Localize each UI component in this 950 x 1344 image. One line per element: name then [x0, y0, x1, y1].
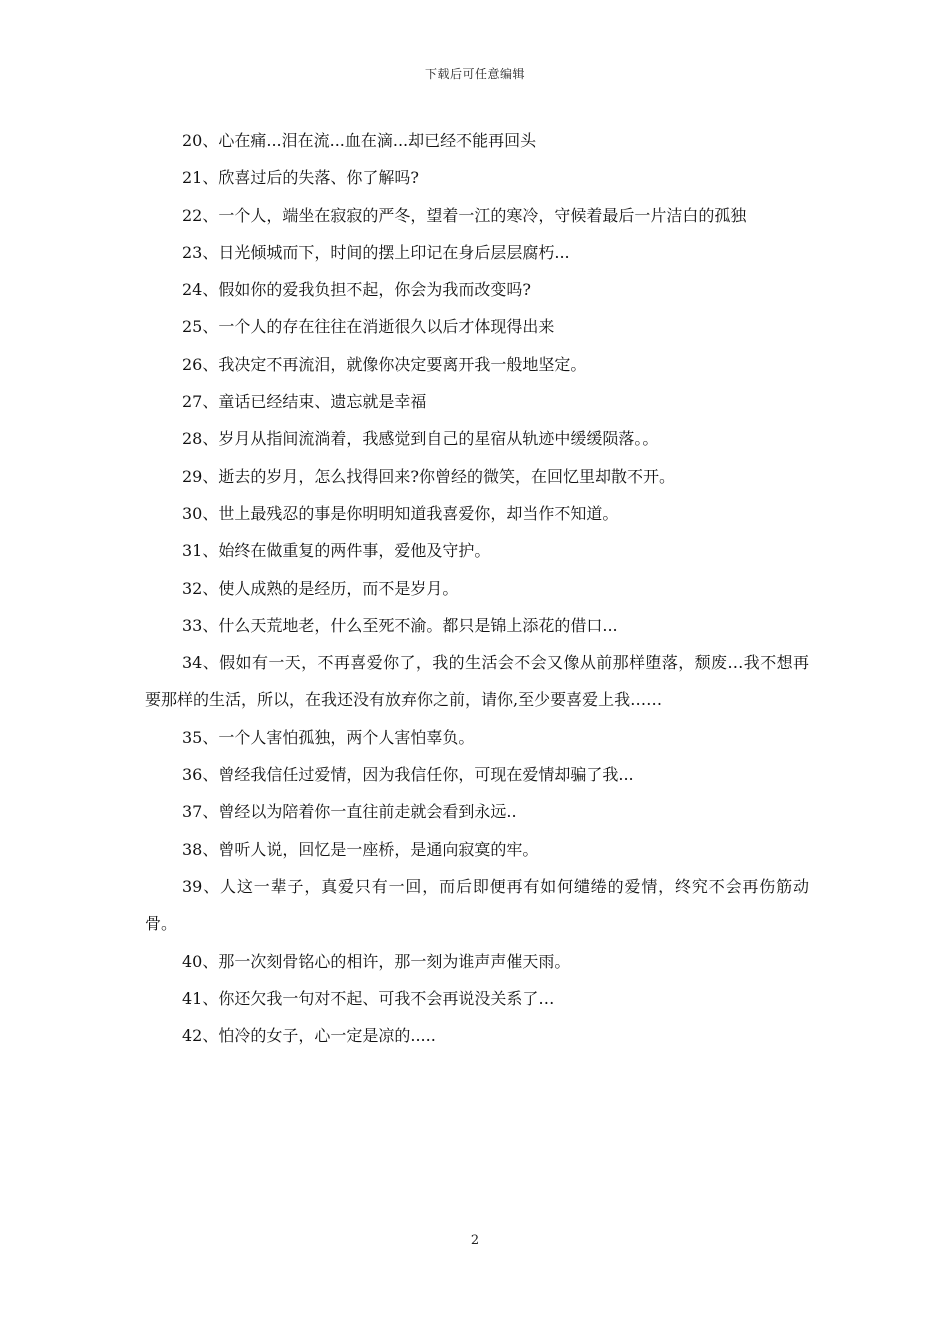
paragraph-30: 30、世上最残忍的事是你明明知道我喜爱你，却当作不知道。	[182, 503, 619, 523]
paragraph-37: 37、曾经以为陪着你一直往前走就会看到永远..	[182, 802, 517, 822]
paragraph-22: 22、一个人，端坐在寂寂的严冬，望着一江的寒冷，守候着最后一片洁白的孤独	[182, 205, 747, 225]
page-number: 2	[470, 1233, 480, 1248]
paragraph-20: 20、心在痛...泪在流...血在滴...却已经不能再回头	[182, 131, 537, 150]
paragraph-25: 25、一个人的存在往往在消逝很久以后才体现得出来	[182, 317, 555, 337]
paragraph-39: 39、人这一辈子，真爱只有一回，而后即便再有如何缱绻的爱情，终究不会再伤筋动骨。	[145, 876, 809, 934]
paragraph-24: 24、假如你的爱我负担不起，你会为我而改变吗?	[182, 280, 531, 300]
paragraph-23: 23、日光倾城而下，时间的摆上印记在身后层层腐朽...	[182, 242, 570, 262]
paragraph-35: 35、一个人害怕孤独，两个人害怕辜负。	[182, 727, 475, 747]
paragraph-40: 40、那一次刻骨铭心的相许，那一刻为谁声声催天雨。	[182, 951, 571, 971]
paragraph-28: 28、岁月从指间流淌着，我感觉到自己的星宿从轨迹中缓缓陨落。。	[182, 429, 659, 449]
paragraph-33: 33、什么天荒地老，什么至死不渝。都只是锦上添花的借口...	[182, 615, 618, 635]
paragraph-36: 36、曾经我信任过爱情，因为我信任你，可现在爱情却骗了我...	[182, 765, 634, 785]
paragraph-42: 42、怕冷的女子，心一定是凉的.....	[182, 1026, 436, 1046]
paragraph-34: 34、假如有一天，不再喜爱你了，我的生活会不会又像从前那样堕落，颓废…我不想再要那样的生活，所以，在我还没有放弃你之前，请你,至少要喜爱上我……	[145, 653, 809, 710]
paragraph-32: 32、使人成熟的是经历，而不是岁月。	[182, 578, 459, 598]
paragraph-29: 29、逝去的岁月，怎么找得回来?你曾经的微笑，在回忆里却散不开。	[182, 466, 675, 486]
paragraph-27: 27、童话已经结束、遗忘就是幸福	[182, 392, 427, 412]
document-body	[145, 122, 809, 1054]
paragraph-21: 21、欣喜过后的失落、你了解吗?	[182, 168, 419, 188]
page-header: 下载后可任意编辑	[424, 67, 525, 81]
paragraph-41: 41、你还欠我一句对不起、可我不会再说没关系了…	[182, 988, 555, 1008]
paragraph-31: 31、始终在做重复的两件事，爱他及守护。	[182, 541, 491, 561]
paragraph-26: 26、我决定不再流泪，就像你决定要离开我一般地坚定。	[182, 354, 587, 374]
paragraph-38: 38、曾听人说，回忆是一座桥，是通向寂寞的牢。	[182, 839, 539, 859]
